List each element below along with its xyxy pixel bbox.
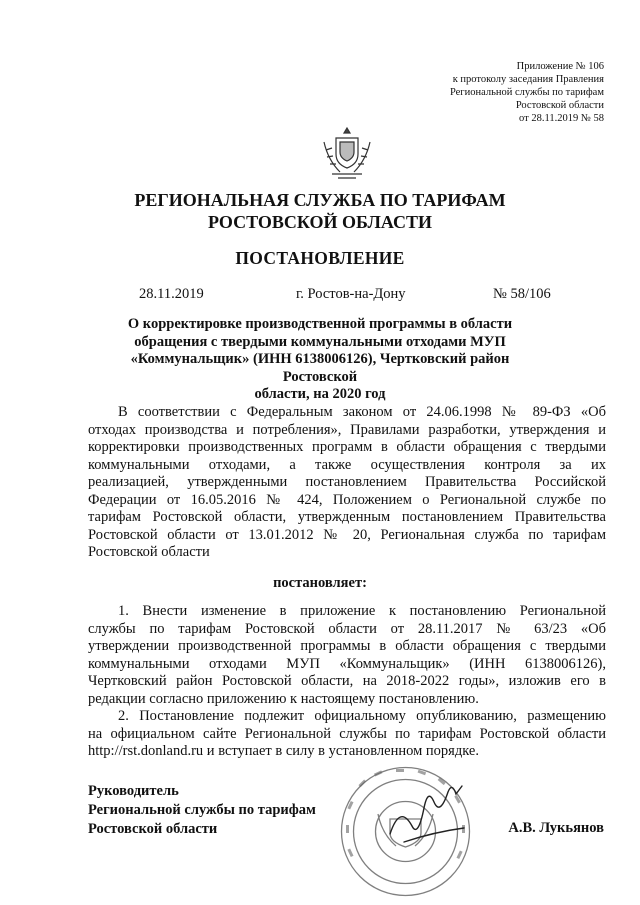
item-1-line: службы по тарифам Ростовской области от 28.11.2017 № 63/23 «Об [88,620,606,637]
subject-line: О корректировке производственной программы в области [127,316,513,332]
subject-line: области, на 2020 год [254,386,386,402]
preamble-line: тарифам Ростовской области, утвержденным постановлением Правительства [88,509,606,525]
appendix-line: от 28.11.2019 № 58 [519,113,604,124]
item-1-line: коммунальными отходами МУП «Коммунальщик» (ИНН 6138006126), [88,655,606,672]
subject-line: обращения с твердыми коммунальными отходами МУП [134,333,506,350]
resolves-heading: постановляет: [273,575,367,591]
preamble-line: Ростовской области [88,544,210,560]
preamble-paragraph [88,404,606,562]
document-type: ПОСТАНОВЛЕНИЕ [235,248,405,268]
appendix-line: Региональной службы по тарифам [449,87,604,98]
item-2-paragraph [88,708,606,761]
preamble-line: корректировки производственных программ в области обращения с твердыми [88,439,606,455]
organization-name [0,189,640,233]
preamble-line: В соответствии с Федеральным законом от 24.06.1998 № 89-ФЗ «Об [118,404,606,420]
item-1-line: 1. Внести изменение в приложение к постановлению Региональной [118,603,606,619]
subject-line: «Коммунальщик» (ИНН 6138006126), Чертковский район Ростовской [130,351,510,385]
organization-line: РЕГИОНАЛЬНАЯ СЛУЖБА ПО ТАРИФАМ [134,190,506,210]
appendix-note [450,60,604,125]
preamble-line: Ростовской области от 13.01.2012 № 20, Региональная служба по тарифам [88,526,606,543]
appendix-line: к протоколу заседания Правления [452,74,604,85]
document-place: г. Ростов-на-Дону [296,286,406,302]
signatory-name: А.В. Лукьянов [508,820,604,836]
signatory-position [88,782,316,839]
preamble-line: реализацией, утвержденными постановлением Правительства Российской [88,474,606,490]
appendix-line: Ростовской области [515,100,604,111]
preamble-line: коммунальными отходами, а также осуществления контроля за их [88,456,606,473]
item-2-line: на официальном сайте Региональной службы по тарифам Ростовской области [88,725,606,742]
document-number: № 58/106 [493,286,551,302]
signatory-position-line: Руководитель [88,783,179,799]
appendix-line: Приложение № 106 [516,61,604,72]
handwritten-signature-icon [384,782,474,852]
signatory-position-line: Региональной службы по тарифам [88,802,316,818]
item-2-line: 2. Постановление подлежит официальному опубликованию, размещению [118,708,606,724]
document-date: 28.11.2019 [139,286,204,302]
item-1-line: Чертковский район Ростовской области, на 2018-2022 годы», изложив его в [88,673,606,689]
organization-line: РОСТОВСКОЙ ОБЛАСТИ [208,212,432,232]
document-subject [100,316,540,404]
item-2-line: http://rst.donland.ru и вступает в силу в установленном порядке. [88,743,479,759]
preamble-line: Федерации от 16.05.2016 № 424, Положением о Региональной службе по [88,491,606,508]
item-1-paragraph [88,603,606,708]
item-1-line: редакции согласно приложению к настоящему постановлению. [88,690,479,707]
preamble-line: отходах производства и потребления», Правилами разработки, утверждения и [88,421,606,438]
item-1-line: утверждении производственной программы в области обращения с твердыми [88,638,606,654]
signatory-position-line: Ростовской области [88,821,218,837]
coat-of-arms-icon [318,124,376,182]
